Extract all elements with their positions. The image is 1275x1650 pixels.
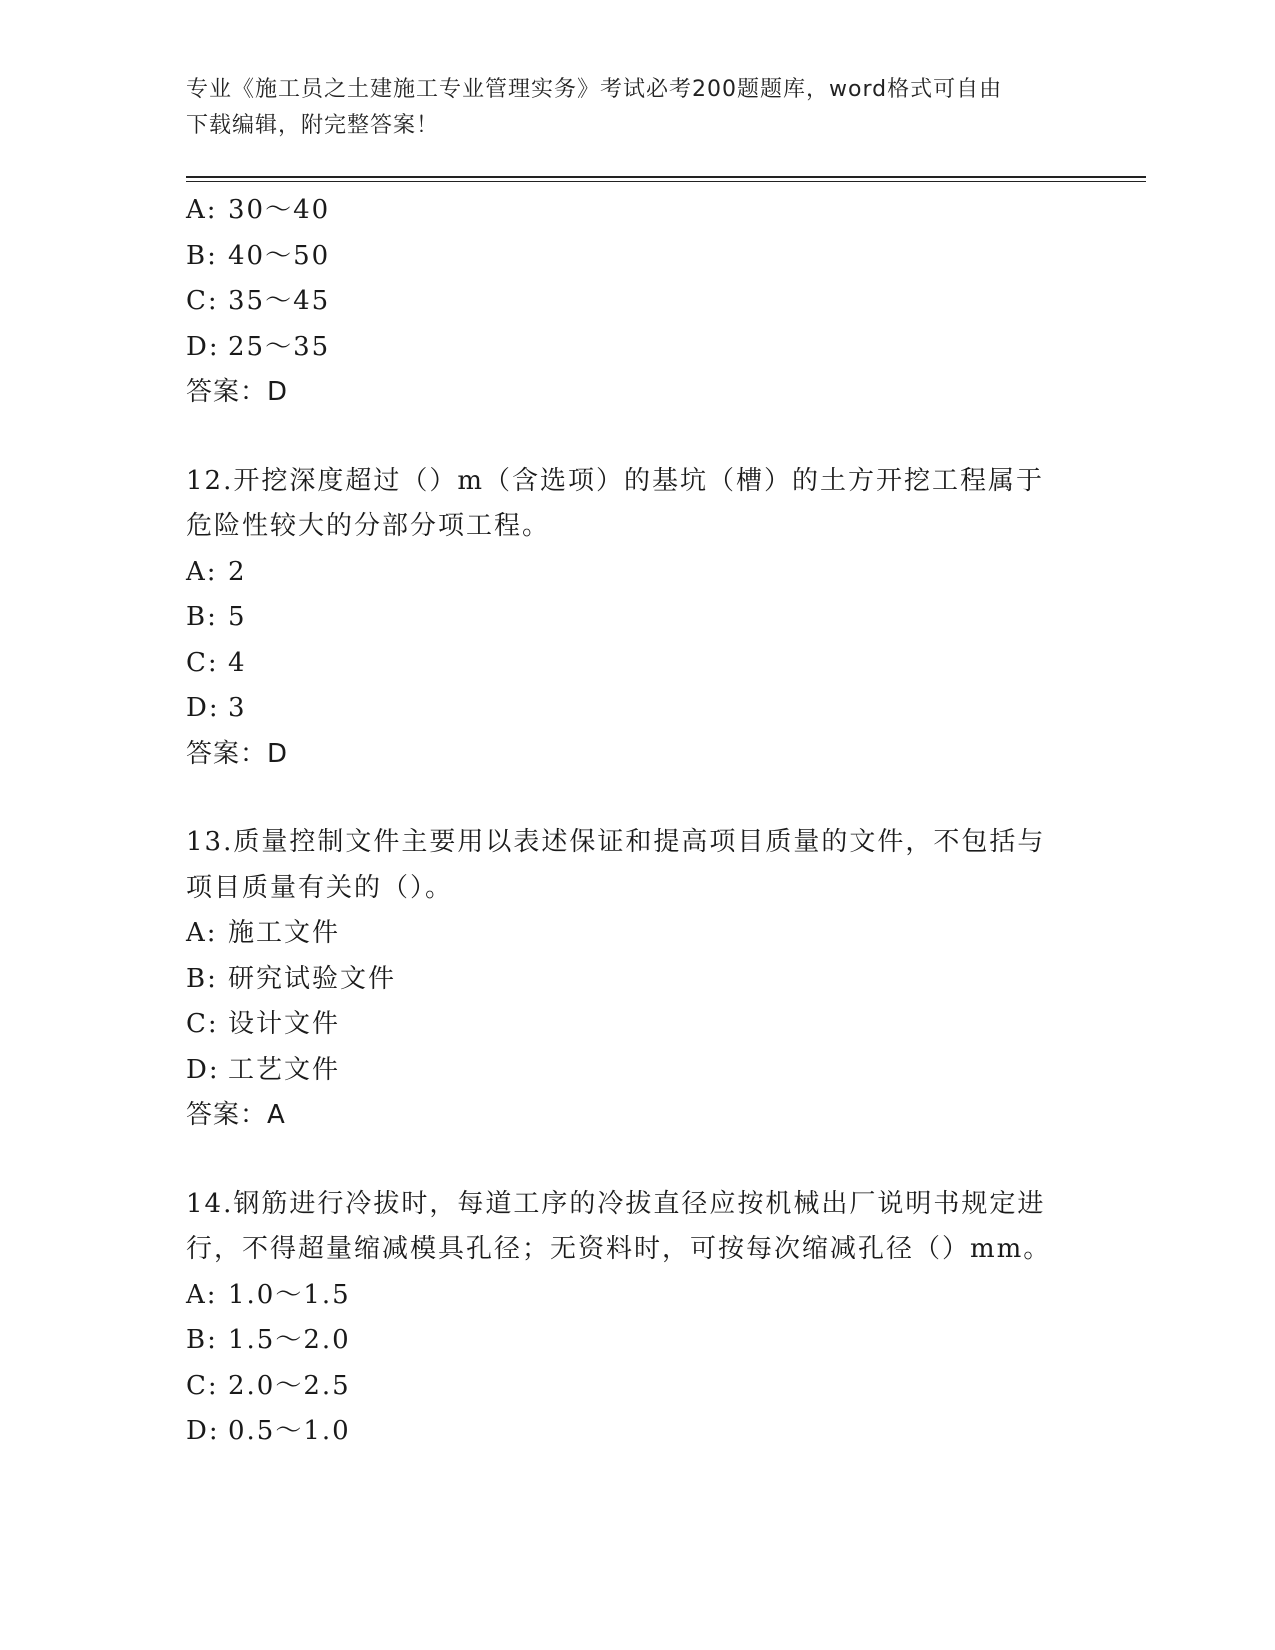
option-d: D: 工艺文件 (186, 1054, 341, 1085)
option-b: B: 5 (186, 602, 247, 632)
question-text (186, 1182, 1066, 1273)
question-13 (186, 820, 1066, 1139)
option-d: D: 0.5～1.0 (186, 1416, 351, 1446)
option-c: C: 35～45 (186, 286, 331, 316)
question-11 (186, 188, 1066, 416)
spacer (186, 1139, 1066, 1182)
question-text-line-2: 行，不得超量缩减模具孔径；无资料时，可按每次缩减孔径（）mm。 (186, 1234, 1052, 1264)
option-a: A: 30～40 (186, 195, 331, 225)
option-b: B: 40～50 (186, 240, 331, 271)
spacer (186, 416, 1066, 459)
question-text-line-2: 项目质量有关的（）。 (186, 872, 454, 903)
question-text (186, 459, 1066, 550)
question-text (186, 820, 1066, 911)
question-text-line-2: 危险性较大的分部分项工程。 (186, 511, 551, 541)
option-a: A: 2 (186, 556, 247, 587)
question-14 (186, 1182, 1066, 1455)
header-divider-thin (186, 181, 1146, 182)
spacer (186, 777, 1066, 820)
option-a: A: 1.0～1.5 (186, 1279, 351, 1310)
option-d: D: 25～35 (186, 331, 331, 362)
option-b: B: 研究试验文件 (186, 963, 397, 994)
option-d: D: 3 (186, 693, 247, 723)
question-12 (186, 459, 1066, 778)
answer-line: 答案：A (186, 1100, 286, 1130)
question-text-line-1: 12.开挖深度超过（）m（含选项）的基坑（槽）的土方开挖工程属于 (186, 465, 1045, 496)
option-c: C: 2.0～2.5 (186, 1370, 351, 1401)
document-header (186, 72, 1066, 144)
option-c: C: 4 (186, 647, 247, 678)
question-text-line-1: 14.钢筋进行冷拔时，每道工序的冷拔直径应按机械出厂说明书规定进 (186, 1188, 1046, 1219)
option-a: A: 施工文件 (186, 918, 341, 948)
header-line-2: 下载编辑，附完整答案！ (186, 113, 440, 138)
question-text-line-1: 13.质量控制文件主要用以表述保证和提高项目质量的文件，不包括与 (186, 827, 1046, 857)
question-list (186, 188, 1066, 1455)
answer-line: 答案：D (186, 738, 289, 769)
option-c: C: 设计文件 (186, 1009, 341, 1039)
answer-line: 答案：D (186, 377, 289, 407)
header-line-1: 专业《施工员之土建施工专业管理实务》考试必考200题题库，word格式可自由 (186, 77, 1003, 102)
header-divider-thick (186, 176, 1146, 178)
option-b: B: 1.5～2.0 (186, 1325, 351, 1355)
